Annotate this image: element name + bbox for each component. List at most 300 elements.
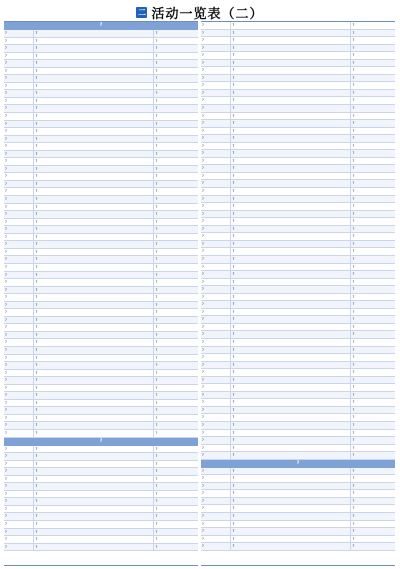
activity-cell: ? (231, 226, 351, 233)
activity-cell: ? (231, 294, 351, 301)
venue-cell: ? (352, 422, 355, 427)
time-cell: ? (4, 544, 34, 551)
schedule-row (201, 309, 395, 317)
schedule-row (4, 256, 198, 264)
schedule-row (201, 37, 395, 45)
venue-cell: ? (155, 174, 158, 179)
activity-cell: ? (231, 384, 351, 391)
activity-cell: ? (231, 445, 351, 452)
activity-cell: ? (231, 196, 351, 203)
time-cell: ? (201, 150, 231, 157)
venue-cell: ? (352, 234, 355, 239)
venue-cell: ? (352, 90, 355, 95)
activity-cell: ? (34, 68, 154, 75)
venue-cell: ? (155, 484, 158, 489)
activity-cell: ? (231, 30, 351, 37)
time-cell: ? (201, 279, 231, 286)
activity-cell: ? (231, 165, 351, 172)
time-cell: ? (4, 498, 34, 505)
schedule-row (201, 158, 395, 166)
time-cell: ? (4, 324, 34, 331)
schedule-row (4, 98, 198, 106)
activity-cell: ? (231, 135, 351, 142)
time-cell: ? (201, 521, 231, 528)
activity-cell: ? (231, 188, 351, 195)
activity-cell: ? (34, 339, 154, 346)
time-cell: ? (201, 105, 231, 112)
time-cell: ? (4, 45, 34, 52)
activity-cell: ? (34, 264, 154, 271)
activity-cell: ? (34, 211, 154, 218)
venue-cell: ? (352, 385, 355, 390)
activity-cell: ? (34, 430, 154, 437)
time-cell: ? (201, 294, 231, 301)
venue-cell: ? (352, 317, 355, 322)
activity-cell: ? (231, 52, 351, 59)
time-cell: ? (201, 347, 231, 354)
activity-cell: ? (34, 355, 154, 362)
time-cell: ? (4, 362, 34, 369)
activity-cell: ? (231, 22, 351, 29)
schedule-row (4, 204, 198, 212)
schedule-row (4, 347, 198, 355)
schedule-row (4, 128, 198, 136)
activity-cell: ? (231, 331, 351, 338)
schedule-row (201, 52, 395, 60)
schedule-row (4, 324, 198, 332)
venue-cell: ? (352, 143, 355, 148)
venue-cell: ? (155, 53, 158, 58)
time-cell: ? (201, 483, 231, 490)
venue-cell: ? (352, 181, 355, 186)
venue-cell: ? (155, 454, 158, 459)
schedule-row (4, 105, 198, 113)
schedule-row (201, 414, 395, 422)
schedule-row (4, 279, 198, 287)
venue-cell: ? (352, 498, 355, 503)
time-cell: ? (4, 204, 34, 211)
venue-cell: ? (352, 355, 355, 360)
time-cell: ? (4, 143, 34, 150)
venue-cell: ? (352, 544, 355, 549)
venue-cell: ? (352, 445, 355, 450)
venue-cell: ? (352, 75, 355, 80)
time-cell: ? (4, 30, 34, 37)
activity-cell: ? (231, 60, 351, 67)
venue-cell: ? (352, 468, 355, 473)
venue-cell: ? (352, 60, 355, 65)
activity-cell: ? (34, 347, 154, 354)
activity-cell: ? (34, 143, 154, 150)
venue-cell: ? (155, 415, 158, 420)
activity-cell: ? (34, 498, 154, 505)
activity-cell: ? (231, 203, 351, 210)
schedule-row (4, 226, 198, 234)
time-cell: ? (201, 158, 231, 165)
activity-cell: ? (34, 392, 154, 399)
schedule-row (201, 22, 395, 30)
activity-cell: ? (34, 309, 154, 316)
schedule-row (201, 422, 395, 430)
venue-cell: ? (352, 83, 355, 88)
venue-cell: ? (155, 159, 158, 164)
activity-cell: ? (34, 204, 154, 211)
schedule-row (4, 468, 198, 476)
schedule-row (201, 452, 395, 460)
schedule-row (4, 272, 198, 280)
time-cell: ? (4, 226, 34, 233)
schedule-row (4, 362, 198, 370)
activity-cell: ? (231, 82, 351, 89)
activity-cell: ? (34, 483, 154, 490)
time-cell: ? (4, 38, 34, 45)
activity-cell: ? (231, 316, 351, 323)
venue-cell: ? (155, 506, 158, 511)
activity-cell: ? (231, 399, 351, 406)
schedule-row (4, 385, 198, 393)
activity-cell: ? (231, 468, 351, 475)
time-cell: ? (4, 83, 34, 90)
venue-cell: ? (352, 339, 355, 344)
time-cell: ? (201, 490, 231, 497)
activity-cell: ? (34, 166, 154, 173)
venue-cell: ? (352, 476, 355, 481)
activity-cell: ? (231, 67, 351, 74)
time-cell: ? (4, 113, 34, 120)
activity-cell: ? (34, 45, 154, 52)
time-cell: ? (4, 422, 34, 429)
schedule-row (4, 400, 198, 408)
venue-cell: ? (155, 227, 158, 232)
venue-cell: ? (155, 378, 158, 383)
venue-cell: ? (352, 279, 355, 284)
schedule-row (4, 60, 198, 68)
activity-cell: ? (34, 317, 154, 324)
schedule-row (4, 241, 198, 249)
time-cell: ? (4, 136, 34, 143)
schedule-row (4, 173, 198, 181)
venue-cell: ? (155, 204, 158, 209)
time-cell: ? (4, 332, 34, 339)
time-cell: ? (201, 377, 231, 384)
time-cell: ? (4, 128, 34, 135)
venue-cell: ? (155, 144, 158, 149)
time-cell: ? (201, 445, 231, 452)
time-cell: ? (4, 468, 34, 475)
venue-cell: ? (155, 332, 158, 337)
schedule-row (201, 399, 395, 407)
time-cell: ? (201, 316, 231, 323)
activity-cell: ? (34, 219, 154, 226)
schedule-row (4, 113, 198, 121)
schedule-row (4, 498, 198, 506)
activity-cell: ? (231, 173, 351, 180)
venue-cell: ? (352, 370, 355, 375)
time-cell: ? (201, 422, 231, 429)
venue-cell: ? (352, 491, 355, 496)
time-cell: ? (201, 120, 231, 127)
time-cell: ? (4, 529, 34, 536)
venue-cell: ? (155, 446, 158, 451)
time-cell: ? (201, 128, 231, 135)
time-cell: ? (4, 370, 34, 377)
venue-cell: ? (352, 196, 355, 201)
time-cell: ? (201, 339, 231, 346)
schedule-row (201, 82, 395, 90)
activity-cell: ? (231, 354, 351, 361)
schedule-row (201, 294, 395, 302)
schedule-row (201, 521, 395, 529)
time-cell: ? (4, 241, 34, 248)
venue-cell: ? (155, 114, 158, 119)
venue-cell: ? (352, 166, 355, 171)
venue-cell: ? (155, 544, 158, 549)
venue-cell: ? (155, 461, 158, 466)
schedule-row (4, 83, 198, 91)
time-cell: ? (201, 475, 231, 482)
activity-cell: ? (34, 113, 154, 120)
time-cell: ? (201, 256, 231, 263)
schedule-row (4, 332, 198, 340)
time-cell: ? (4, 256, 34, 263)
time-cell: ? (4, 75, 34, 82)
activity-cell: ? (34, 30, 154, 37)
time-cell: ? (201, 264, 231, 271)
venue-cell: ? (155, 514, 158, 519)
venue-cell: ? (352, 173, 355, 178)
venue-cell: ? (352, 30, 355, 35)
schedule-row (201, 196, 395, 204)
time-cell: ? (4, 339, 34, 346)
venue-cell: ? (155, 522, 158, 526)
time-cell: ? (201, 324, 231, 331)
venue-cell: ? (155, 272, 158, 277)
schedule-row (4, 166, 198, 174)
schedule-row (201, 203, 395, 211)
activity-cell: ? (34, 188, 154, 195)
activity-cell: ? (231, 536, 351, 543)
activity-cell: ? (231, 339, 351, 346)
venue-cell: ? (155, 257, 158, 262)
activity-cell: ? (34, 53, 154, 60)
activity-cell: ? (34, 226, 154, 233)
time-cell: ? (201, 203, 231, 210)
activity-cell: ? (34, 476, 154, 483)
venue-cell: ? (155, 242, 158, 247)
venue-cell: ? (352, 324, 355, 329)
venue-cell: ? (352, 158, 355, 163)
time-cell: ? (201, 392, 231, 399)
time-cell: ? (201, 505, 231, 512)
time-cell: ? (201, 233, 231, 240)
activity-cell: ? (34, 422, 154, 429)
venue-cell: ? (155, 363, 158, 368)
activity-cell: ? (34, 513, 154, 520)
activity-cell: ? (34, 128, 154, 135)
schedule-row (4, 75, 198, 83)
time-cell: ? (201, 143, 231, 150)
activity-cell: ? (34, 279, 154, 286)
time-cell: ? (4, 521, 34, 528)
venue-cell: ? (352, 113, 355, 118)
activity-cell: ? (34, 446, 154, 453)
activity-cell: ? (34, 377, 154, 384)
schedule-row (201, 45, 395, 53)
schedule-row (4, 521, 198, 529)
schedule-row (4, 45, 198, 53)
time-cell: ? (4, 98, 34, 105)
activity-cell: ? (231, 279, 351, 286)
venue-cell: ? (352, 514, 355, 518)
time-cell: ? (201, 241, 231, 248)
activity-cell: ? (34, 234, 154, 241)
page-title (4, 3, 396, 21)
activity-cell: ? (231, 490, 351, 497)
activity-cell: ? (231, 113, 351, 120)
activity-cell: ? (231, 309, 351, 316)
time-cell: ? (201, 113, 231, 120)
venue-cell: ? (155, 340, 158, 345)
activity-cell: ? (231, 324, 351, 331)
time-cell: ? (4, 392, 34, 399)
time-cell: ? (4, 60, 34, 67)
activity-cell: ? (231, 369, 351, 376)
time-cell: ? (201, 67, 231, 74)
venue-cell: ? (155, 317, 158, 322)
activity-cell: ? (231, 505, 351, 512)
venue-cell: ? (155, 469, 158, 474)
activity-cell: ? (231, 37, 351, 44)
venue-cell: ? (155, 310, 158, 315)
day-header: ? (4, 438, 198, 446)
schedule-row (201, 392, 395, 400)
schedule-row (4, 53, 198, 61)
time-cell: ? (201, 536, 231, 543)
activity-cell: ? (231, 286, 351, 293)
schedule-row (4, 544, 198, 552)
venue-cell: ? (155, 151, 158, 156)
schedule-row (201, 513, 395, 521)
venue-cell: ? (352, 151, 355, 156)
time-cell: ? (201, 437, 231, 444)
time-cell: ? (201, 196, 231, 203)
time-cell: ? (201, 165, 231, 172)
venue-cell: ? (155, 46, 158, 51)
activity-cell: ? (34, 287, 154, 294)
activity-cell: ? (34, 529, 154, 536)
venue-cell: ? (352, 332, 355, 337)
venue-cell: ? (352, 264, 355, 269)
venue-cell: ? (352, 45, 355, 50)
activity-cell: ? (231, 90, 351, 97)
schedule-row (201, 362, 395, 370)
venue-cell: ? (155, 295, 158, 300)
activity-cell: ? (34, 121, 154, 128)
activity-cell: ? (34, 249, 154, 256)
activity-cell: ? (231, 475, 351, 482)
time-cell: ? (201, 218, 231, 225)
activity-cell: ? (34, 461, 154, 468)
activity-cell: ? (231, 301, 351, 308)
time-cell: ? (201, 369, 231, 376)
venue-cell: ? (155, 537, 158, 542)
schedule-row (201, 498, 395, 506)
activity-cell: ? (231, 105, 351, 112)
schedule-row (201, 30, 395, 38)
activity-cell: ? (231, 528, 351, 535)
schedule-row (4, 309, 198, 317)
schedule-row (201, 113, 395, 121)
activity-cell: ? (34, 544, 154, 551)
venue-cell: ? (155, 234, 158, 239)
activity-cell: ? (34, 105, 154, 112)
activity-cell: ? (231, 430, 351, 437)
schedule-row (201, 528, 395, 536)
schedule-row (201, 339, 395, 347)
activity-cell: ? (34, 294, 154, 301)
time-cell: ? (4, 377, 34, 384)
schedule-row (201, 279, 395, 287)
venue-cell: ? (155, 491, 158, 496)
venue-cell: ? (352, 302, 355, 307)
activity-cell: ? (231, 180, 351, 187)
venue-cell: ? (352, 128, 355, 133)
schedule-row (4, 407, 198, 415)
time-cell: ? (4, 166, 34, 173)
activity-cell: ? (231, 377, 351, 384)
activity-cell: ? (231, 498, 351, 505)
venue-cell: ? (352, 272, 355, 277)
activity-cell: ? (231, 422, 351, 429)
venue-cell: ? (155, 31, 158, 35)
schedule-row (4, 264, 198, 272)
schedule-row (4, 491, 198, 499)
schedule-row (4, 506, 198, 514)
schedule-row (4, 68, 198, 76)
time-cell: ? (201, 309, 231, 316)
schedule-row (201, 165, 395, 173)
schedule-row (201, 505, 395, 513)
schedule-row (201, 60, 395, 68)
venue-cell: ? (155, 121, 158, 126)
activity-cell: ? (34, 173, 154, 180)
schedule-row (4, 430, 198, 438)
schedule-row (4, 377, 198, 385)
schedule-row (201, 256, 395, 264)
activity-cell: ? (231, 211, 351, 218)
time-cell: ? (4, 347, 34, 354)
schedule-row (4, 513, 198, 521)
activity-cell: ? (34, 151, 154, 158)
venue-cell: ? (352, 347, 355, 352)
venue-cell: ? (352, 241, 355, 246)
time-cell: ? (4, 158, 34, 165)
schedule-row (4, 181, 198, 189)
time-cell: ? (4, 430, 34, 437)
activity-cell: ? (34, 272, 154, 279)
venue-cell: ? (352, 204, 355, 209)
venue-cell: ? (352, 98, 355, 103)
venue-cell: ? (352, 536, 355, 541)
activity-cell: ? (231, 362, 351, 369)
time-cell: ? (4, 302, 34, 309)
schedule-row (201, 264, 395, 272)
venue-cell: ? (352, 294, 355, 299)
activity-cell: ? (34, 158, 154, 165)
schedule-row (201, 218, 395, 226)
time-cell: ? (201, 331, 231, 338)
venue-cell: ? (155, 280, 158, 285)
